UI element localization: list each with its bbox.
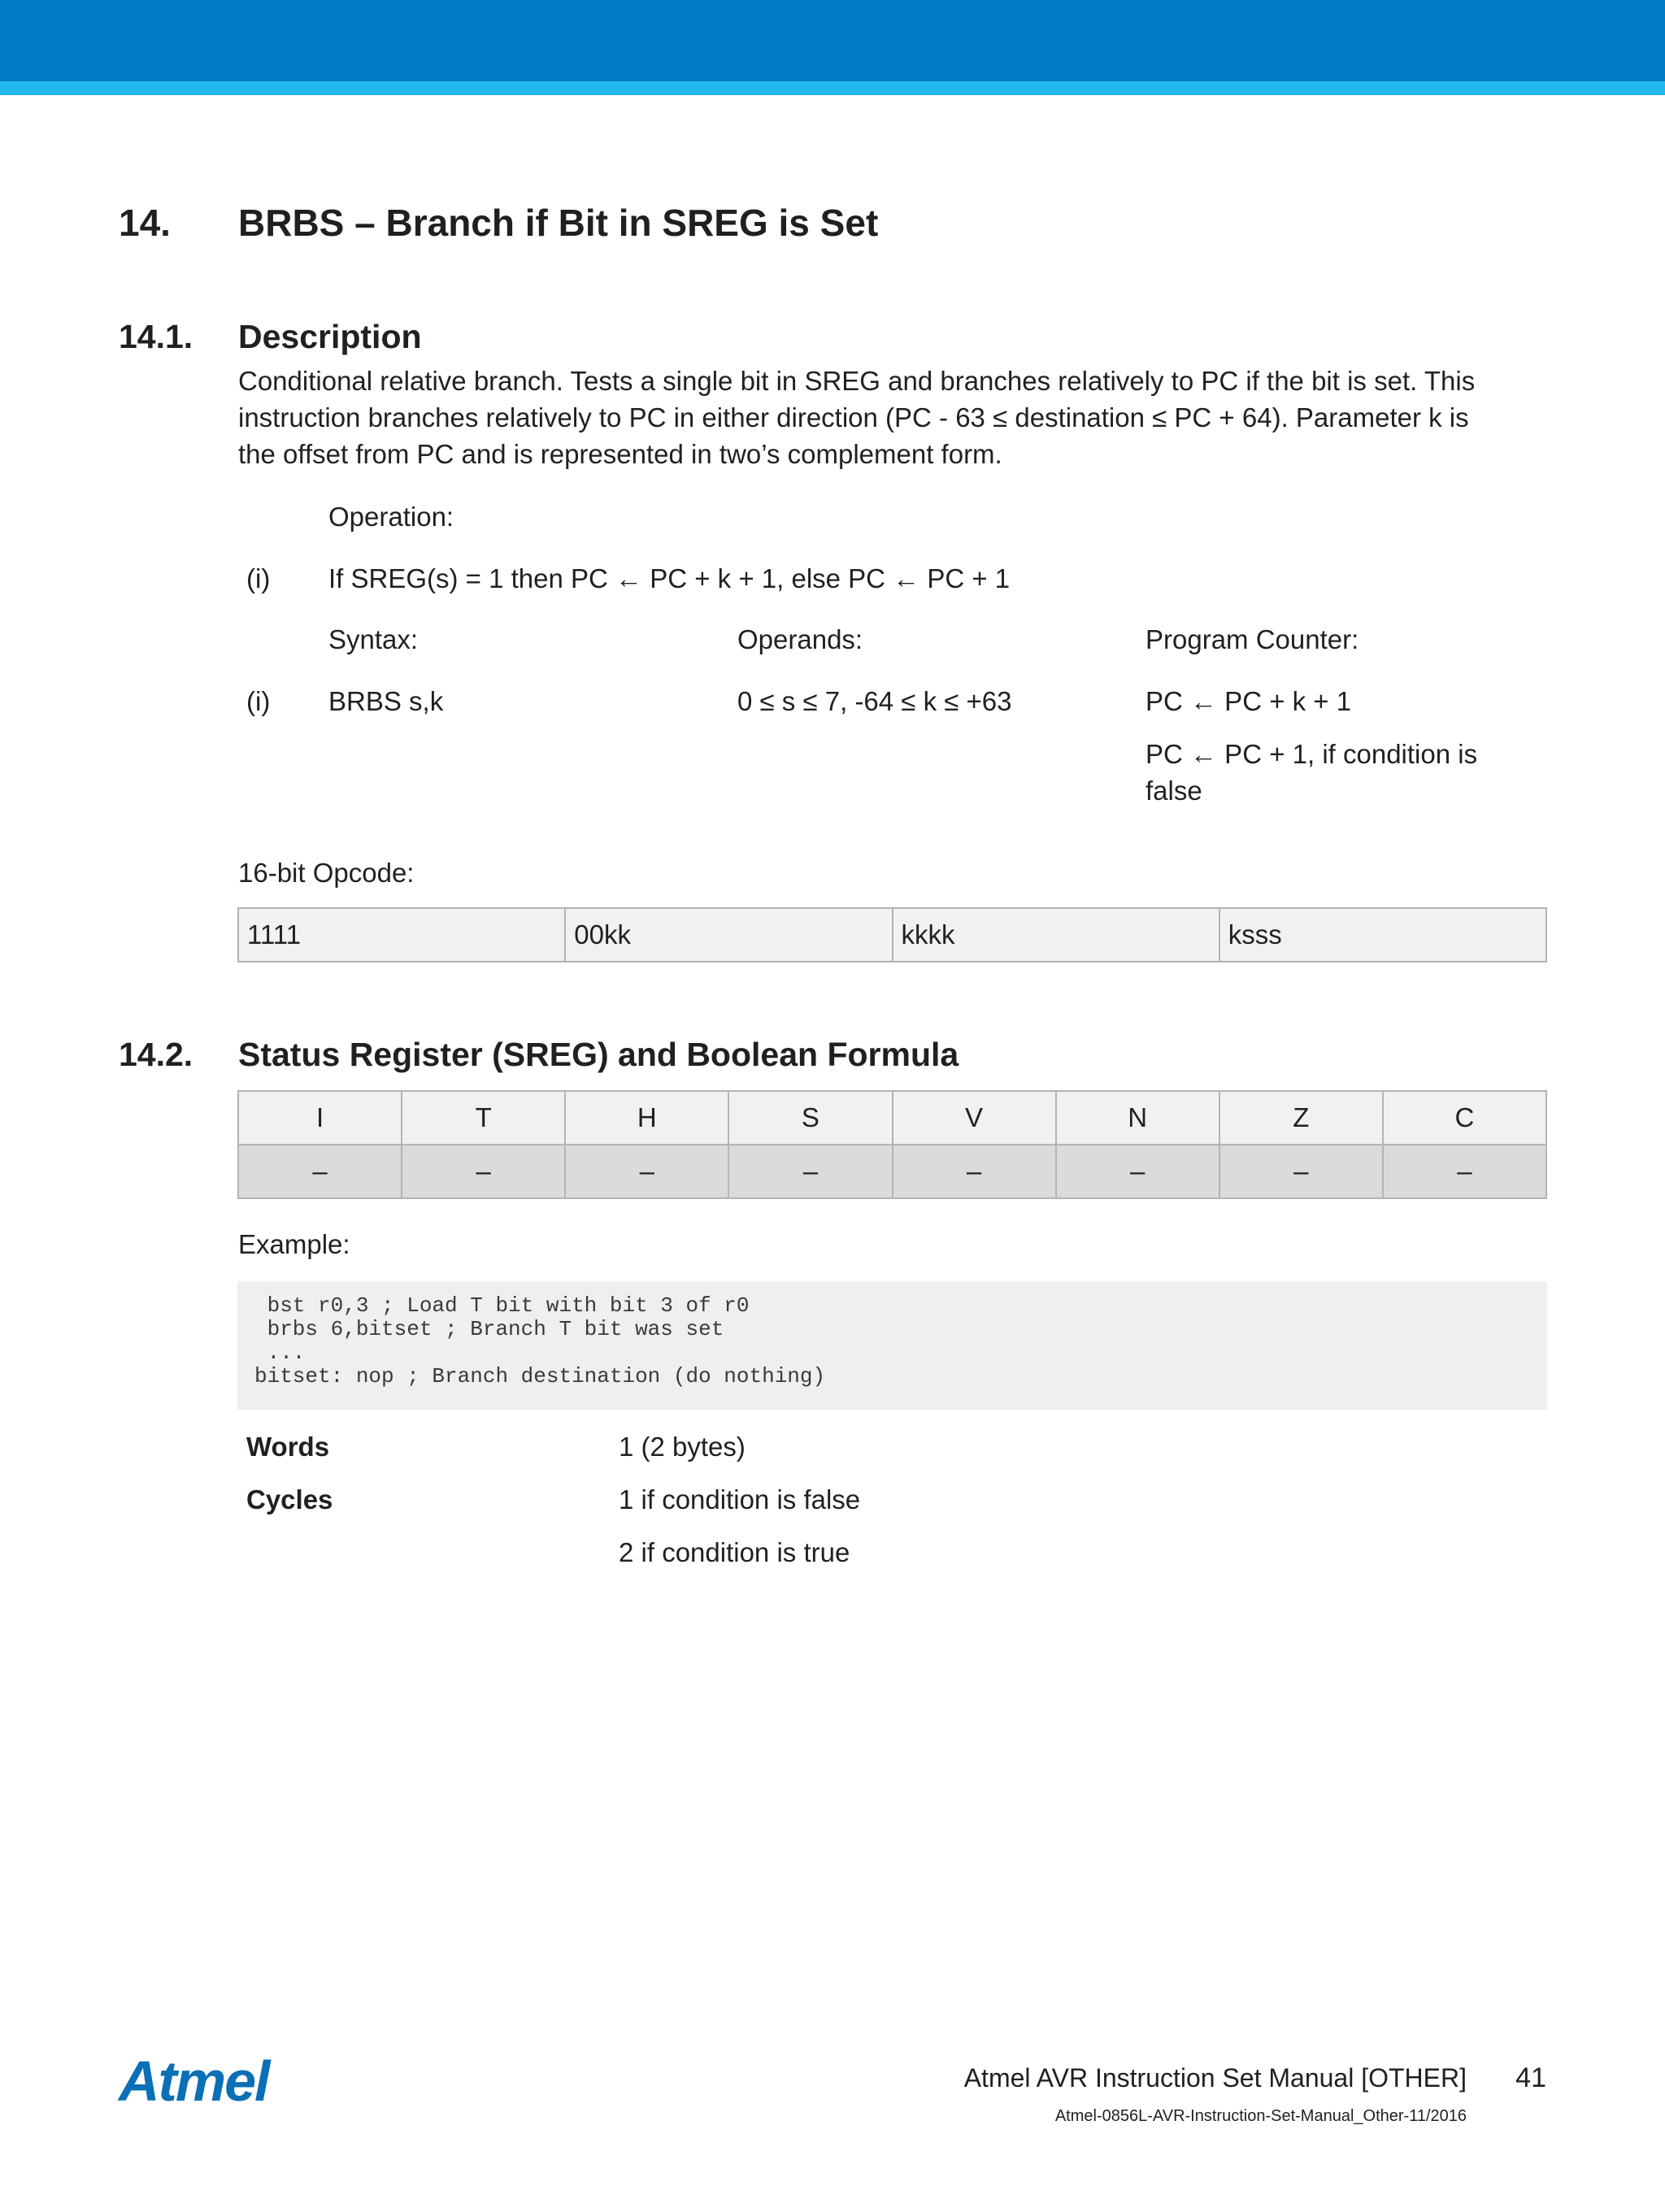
footer-manual-title: Atmel AVR Instruction Set Manual [OTHER] bbox=[963, 2063, 1467, 2092]
operands-label: Operands: bbox=[737, 624, 863, 654]
syntax-index: (i) bbox=[246, 686, 271, 716]
sreg-flag-value: – bbox=[1383, 1145, 1546, 1198]
cycles-value: 2 if condition is true bbox=[619, 1537, 850, 1567]
opcode-cell: ksss bbox=[1219, 908, 1546, 962]
sreg-flag-header: S bbox=[728, 1091, 892, 1145]
operation-index: (i) bbox=[246, 563, 271, 593]
cycles-label: Cycles bbox=[246, 1484, 333, 1515]
opcode-label: 16-bit Opcode: bbox=[238, 858, 415, 888]
section-number: 14. bbox=[119, 202, 171, 244]
operation-text: If SREG(s) = 1 then PC ← PC + k + 1, else PC ← PC + 1 bbox=[328, 563, 1011, 593]
code-example-block bbox=[237, 1281, 1547, 1410]
sreg-flag-value: – bbox=[402, 1145, 565, 1198]
sreg-flag-header: T bbox=[402, 1091, 565, 1145]
sreg-flag-header: H bbox=[565, 1091, 728, 1145]
program-counter-line: PC ← PC + 1, if condition is bbox=[1146, 739, 1478, 769]
description-line: Conditional relative branch. Tests a single bit in SREG and branches relatively to PC if the bit is set. This bbox=[238, 366, 1476, 396]
sreg-flag-value: – bbox=[728, 1145, 892, 1198]
opcode-cell: 00kk bbox=[565, 908, 892, 962]
subsection-title: Description bbox=[238, 318, 422, 355]
operands-value: 0 ≤ s ≤ 7, -64 ≤ k ≤ +63 bbox=[737, 686, 1012, 716]
subsection-number: 14.1. bbox=[119, 318, 193, 355]
header-stripe bbox=[0, 81, 1665, 95]
opcode-cell: 1111 bbox=[238, 908, 565, 962]
program-counter-label: Program Counter: bbox=[1146, 624, 1359, 654]
words-label: Words bbox=[246, 1432, 330, 1462]
footer-doc-id: Atmel-0856L-AVR-Instruction-Set-Manual_Other-11/2016 bbox=[1054, 2107, 1467, 2125]
code-example: bst r0,3 ; Load T bit with bit 3 of r0 brbs 6,bitset ; Branch T bit was set ... bitset: nop ; Branch destination (do nothing) bbox=[254, 1293, 826, 1388]
page-number: 41 bbox=[1515, 2062, 1546, 2093]
sreg-flag-header: I bbox=[238, 1091, 402, 1145]
description-line: the offset from PC and is represented in two’s complement form. bbox=[238, 439, 1002, 469]
opcode-table bbox=[237, 907, 1547, 963]
program-counter-line: PC ← PC + k + 1 bbox=[1146, 686, 1352, 716]
header-bar bbox=[0, 0, 1665, 81]
sreg-flag-value: – bbox=[238, 1145, 402, 1198]
syntax-value: BRBS s,k bbox=[328, 686, 444, 716]
program-counter-line: false bbox=[1146, 776, 1202, 806]
sreg-flag-header: N bbox=[1056, 1091, 1219, 1145]
atmel-logo: Atmel bbox=[119, 2049, 269, 2113]
subsection-title: Status Register (SREG) and Boolean Formula bbox=[238, 1036, 959, 1073]
description-paragraph bbox=[238, 363, 1555, 472]
section-title: BRBS – Branch if Bit in SREG is Set bbox=[238, 202, 879, 244]
opcode-cell: kkkk bbox=[893, 908, 1219, 962]
sreg-flag-header: Z bbox=[1219, 1091, 1383, 1145]
sreg-flag-value: – bbox=[893, 1145, 1056, 1198]
sreg-flag-value: – bbox=[565, 1145, 728, 1198]
operation-label: Operation: bbox=[328, 502, 454, 532]
cycles-value: 1 if condition is false bbox=[619, 1484, 861, 1515]
subsection-number: 14.2. bbox=[119, 1036, 193, 1073]
sreg-table bbox=[237, 1090, 1547, 1199]
sreg-flag-value: – bbox=[1056, 1145, 1219, 1198]
sreg-flag-header: V bbox=[893, 1091, 1056, 1145]
words-value: 1 (2 bytes) bbox=[619, 1432, 746, 1462]
example-label: Example: bbox=[238, 1229, 350, 1259]
syntax-label: Syntax: bbox=[328, 624, 419, 654]
sreg-flag-value: – bbox=[1219, 1145, 1383, 1198]
sreg-flag-header: C bbox=[1383, 1091, 1546, 1145]
description-line: instruction branches relatively to PC in either direction (PC - 63 ≤ destination ≤ PC + 64). Parameter k is bbox=[238, 402, 1469, 432]
